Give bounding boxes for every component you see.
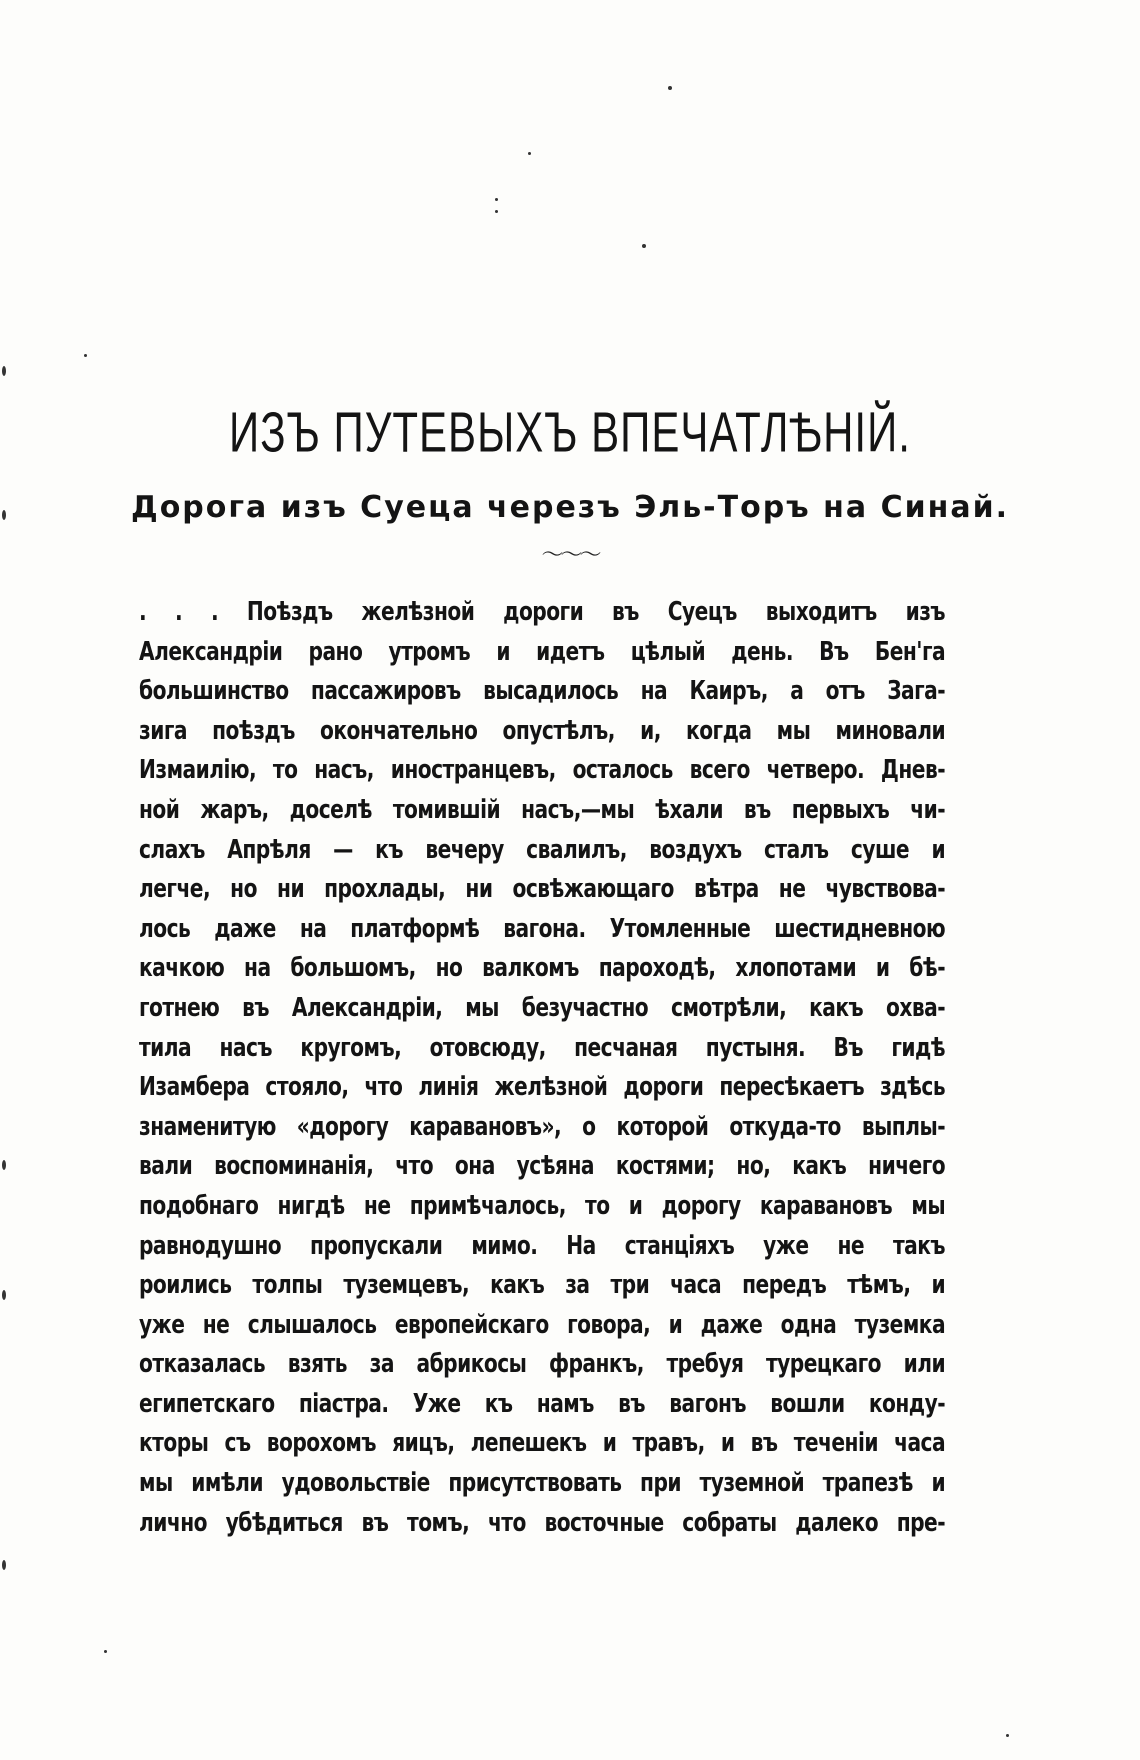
- text-line: роились толпы туземцевъ, какъ за три часа передъ тѣмъ, и: [139, 1270, 946, 1301]
- text-line: Измаилію, то насъ, иностранцевъ, осталось всего четверо. Днев-: [139, 755, 946, 786]
- text-line: большинство пассажировъ высадилось на Каиръ, а отъ Зага-: [139, 676, 946, 707]
- text-line: египетскаго піастра. Уже къ намъ въ вагонъ вошли конду-: [139, 1388, 946, 1419]
- text-line: Изамбера стояло, что линія желѣзной дороги пересѣкаетъ здѣсь: [139, 1072, 946, 1103]
- text-line: лось даже на платформѣ вагона. Утомленные шестидневною: [139, 913, 946, 944]
- text-line: равнодушно пропускали мимо. На станціяхъ уже не такъ: [139, 1230, 946, 1261]
- scan-speck: [2, 1290, 6, 1300]
- scan-speck: [104, 1650, 107, 1653]
- text-line: лично убѣдиться въ томъ, что восточные собраты далеко пре-: [139, 1507, 946, 1538]
- text-line: кторы съ ворохомъ яицъ, лепешекъ и травъ, и въ теченіи часа: [139, 1428, 946, 1459]
- text-line: Александріи рано утромъ и идетъ цѣлый день. Въ Бен'га: [139, 636, 946, 667]
- scan-speck: [1006, 1734, 1009, 1737]
- text-line: ной жаръ, доселѣ томившій насъ,—мы ѣхали въ первыхъ чи-: [139, 794, 946, 825]
- text-line: вали воспоминанія, что она усѣяна костями; но, какъ ничего: [139, 1151, 946, 1182]
- text-line: отказалась взять за абрикосы франкъ, требуя турецкаго или: [139, 1349, 946, 1380]
- decorative-ornament: 〜〜〜: [541, 543, 599, 568]
- scan-speck: [668, 86, 672, 90]
- scan-speck: [2, 510, 6, 520]
- chapter-subtitle: Дорога изъ Суеца черезъ Эль-Торъ на Синай.: [130, 490, 1010, 525]
- body-text: [139, 593, 945, 1543]
- text-line: мы имѣли удовольствіе присутствовать при туземной трапезѣ и: [139, 1468, 946, 1499]
- scan-speck: [2, 1160, 6, 1170]
- text-line: уже не слышалось европейскаго говора, и даже одна туземка: [139, 1309, 946, 1340]
- scan-speck: [2, 1560, 6, 1570]
- scan-speck: [495, 198, 498, 201]
- scan-speck: [84, 354, 87, 357]
- text-line: . . . Поѣздъ желѣзной дороги въ Суецъ выходитъ изъ: [139, 597, 946, 627]
- text-line: готнею въ Александріи, мы безучастно смотрѣли, какъ охва-: [139, 992, 946, 1023]
- text-line: качкою на большомъ, но валкомъ пароходѣ, хлопотами и бѣ-: [139, 953, 946, 984]
- text-line: слахъ Апрѣля — къ вечеру свалилъ, воздухъ сталъ суше и: [139, 834, 946, 865]
- scan-speck: [2, 366, 6, 376]
- text-line: подобнаго нигдѣ не примѣчалось, то и дорогу каравановъ мы: [139, 1190, 946, 1221]
- text-line: тила насъ кругомъ, отовсюду, песчаная пустыня. Въ гидѣ: [139, 1032, 946, 1063]
- chapter-title: ИЗЪ ПУТЕВЫХЪ ВПЕЧАТЛѢНІЙ.: [229, 400, 911, 464]
- text-line: легче, но ни прохлады, ни освѣжающаго вѣтра не чувствова-: [139, 874, 946, 905]
- scan-speck: [642, 244, 646, 248]
- text-line: зига поѣздъ окончательно опустѣлъ, и, когда мы миновали: [139, 715, 946, 746]
- scan-speck: [495, 210, 498, 213]
- scan-speck: [528, 152, 531, 155]
- text-line: знаменитую «дорогу каравановъ», о которой откуда-то выплы-: [139, 1111, 946, 1142]
